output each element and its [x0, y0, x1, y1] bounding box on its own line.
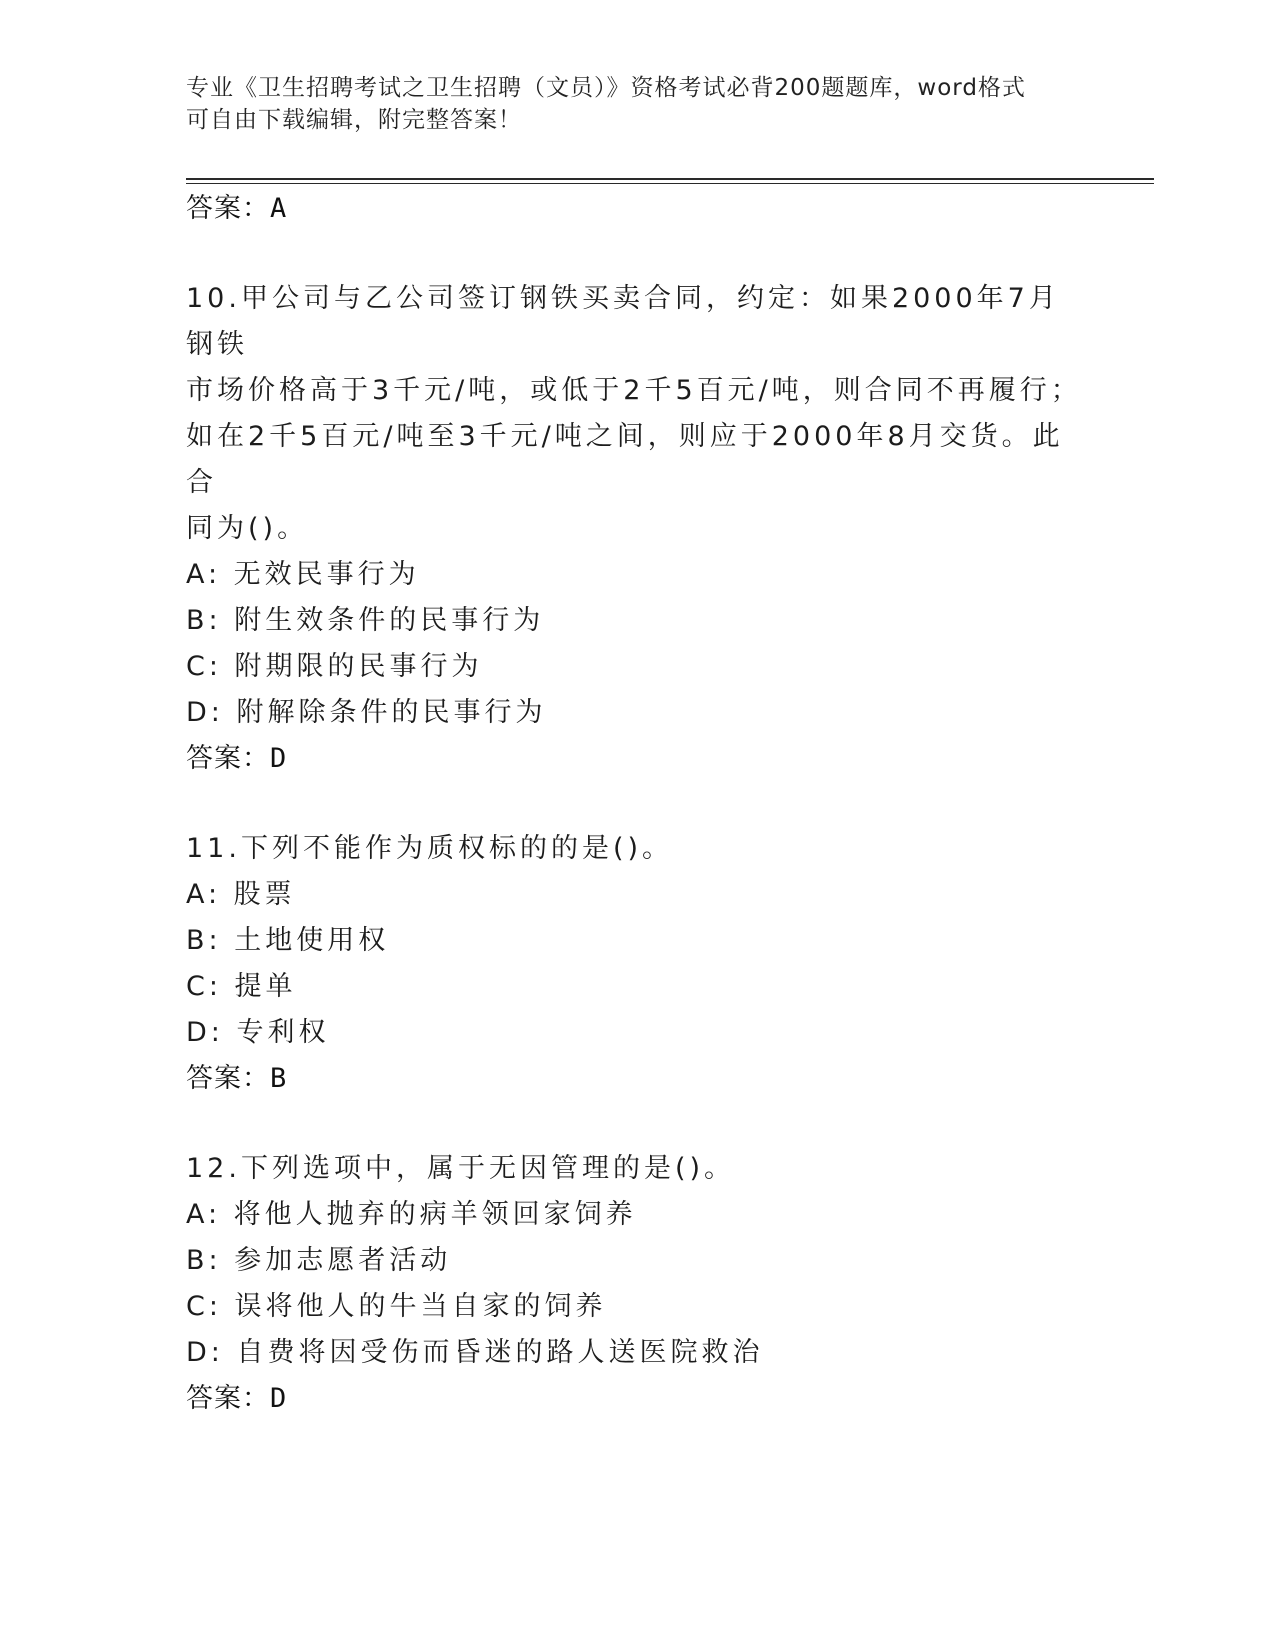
- option-d: D: 专利权: [186, 1017, 330, 1048]
- option-d: D: 自费将因受伤而昏迷的路人送医院救治: [186, 1337, 764, 1368]
- question-stem-line: 市场价格高于3千元/吨，或低于2千5百元/吨，则合同不再履行；: [186, 375, 1082, 406]
- option-a: A: 将他人抛弃的病羊领回家饲养: [186, 1199, 637, 1230]
- option-b: B: 参加志愿者活动: [186, 1245, 452, 1276]
- question-block: [186, 826, 1086, 1102]
- answer-label: 答案：: [186, 1063, 270, 1094]
- option-b: B: 附生效条件的民事行为: [186, 605, 545, 636]
- spacer: [186, 1102, 1086, 1146]
- question-stem-line: 10.甲公司与乙公司签订钢铁买卖合同，约定：如果2000年7月钢铁: [186, 283, 1060, 360]
- option-a: A: 股票: [186, 879, 296, 910]
- answer-label: 答案：: [186, 743, 270, 774]
- header-title-line-1: 专业《卫生招聘考试之卫生招聘（文员）》资格考试必背200题题库，word格式: [186, 75, 1026, 101]
- question-block: [186, 276, 1086, 782]
- option-c: C: 提单: [186, 971, 297, 1002]
- answer-label: 答案：: [186, 1383, 270, 1414]
- spacer: [186, 782, 1086, 826]
- answer-value: D: [270, 743, 288, 774]
- header-divider: [186, 178, 1154, 184]
- page-header: [186, 72, 1086, 136]
- question-stem: [186, 826, 1086, 872]
- answer-value: D: [270, 1383, 288, 1414]
- answer-line: [186, 186, 1086, 232]
- question-stem-line: 11.下列不能作为质权标的的是()。: [186, 833, 674, 864]
- answer-value: B: [270, 1063, 288, 1094]
- option-d: D: 附解除条件的民事行为: [186, 697, 547, 728]
- spacer: [186, 232, 1086, 276]
- question-stem: [186, 1146, 1086, 1192]
- answer-line: [186, 1376, 1086, 1422]
- question-stem-line: 如在2千5百元/吨至3千元/吨之间，则应于2000年8月交货。此合: [186, 421, 1064, 498]
- answer-line: [186, 736, 1086, 782]
- question-stem-line: 同为()。: [186, 513, 309, 544]
- question-stem-line: 12.下列选项中，属于无因管理的是()。: [186, 1153, 736, 1184]
- option-a: A: 无效民事行为: [186, 559, 420, 590]
- option-b: B: 土地使用权: [186, 925, 390, 956]
- option-c: C: 误将他人的牛当自家的饲养: [186, 1291, 607, 1322]
- question-block: [186, 1146, 1086, 1422]
- answer-line: [186, 1056, 1086, 1102]
- header-title-line-2: 可自由下载编辑，附完整答案！: [186, 107, 522, 133]
- answer-label: 答案：: [186, 193, 270, 224]
- answer-value: A: [270, 193, 288, 224]
- question-stem: [186, 276, 1086, 552]
- document-body: [186, 186, 1086, 1422]
- option-c: C: 附期限的民事行为: [186, 651, 483, 682]
